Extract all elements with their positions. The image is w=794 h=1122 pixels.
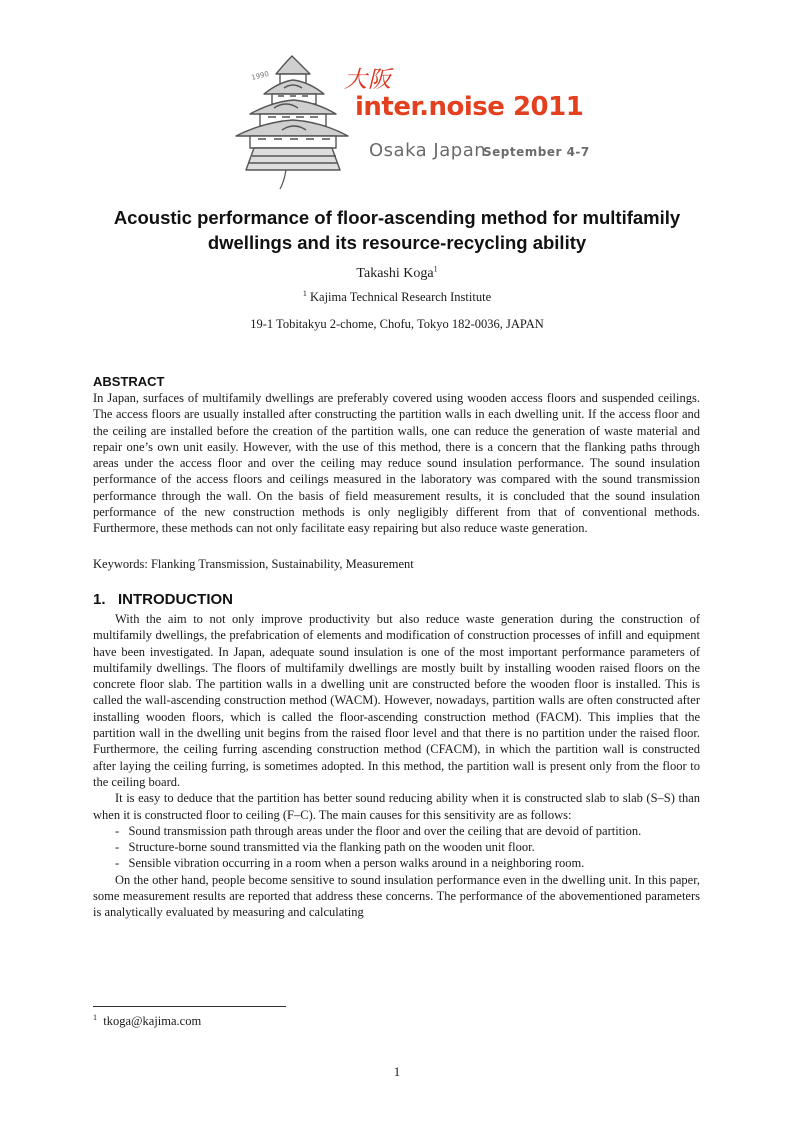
conference-name [355, 92, 583, 122]
abstract-text: In Japan, surfaces of multifamily dwellings are preferably covered using wooden access floors and suspended ceilings. The access floors are usually installed after constructing the partition walls in each dwelling unit. If the access floor and the ceiling are installed before the creation of the partition walls, one can reduce the generation of waste material and repair one’s own unit easily. However, with the use of this method, there is a concern that the flanking paths through areas under the access floor and over the ceiling may reduce sound insulation performance. The sound insulation performance of the access floors and ceilings measured in the laboratory was compared with the sound transmission performance through the wall. On the basis of field measurement results, it is concluded that the sound insulation performance of the new construction methods is only negligibly different from that of conventional methods. Furthermore, these methods can not only facilitate easy repairing but also reduce waste generation. [93, 391, 700, 536]
bullet-item: - Sensible vibration occurring in a room when a person walks around in a neighboring room. [115, 856, 585, 871]
osaka-kanji: 大阪 [344, 67, 392, 93]
paragraph: With the aim to not only improve productivity but also reduce waste generation during the construction of multifamily dwellings, the prefabrication of elements and modification of construction processes of infill and equipment have been investigated. In Japan, adequate sound insulation is one of the most important performance parameters of multifamily dwellings. The floors of multifamily dwellings are mostly built by installing wooden raised floors on the concrete floor slab. The partition walls in a dwelling unit are constructed before the wooden floor is installed. This is called the wall-ascending construction method (WACM). However, nowadays, partition walls are often constructed after installing wooden floors, which is called the floor-ascending construction method (FACM). This implies that the partition wall in the dwelling unit begins from the raised floor level and that there is no partition under the raised floor. Furthermore, the ceiling furring ascending construction method (CFACM), in which the partition wall is constructed after laying the ceiling furring, is sometimes adopted. In this method, the partition wall is present only from the floor to the ceiling board. [93, 612, 700, 789]
conference-logo [224, 52, 590, 192]
keywords: Keywords: Flanking Transmission, Sustainability, Measurement [93, 557, 414, 571]
abstract-heading: ABSTRACT [93, 374, 165, 389]
author-mark: 1 [433, 264, 438, 274]
affiliation: Kajima Technical Research Institute [310, 290, 492, 304]
svg-text:1990: 1990 [250, 69, 270, 82]
address: 19-1 Tobitakyu 2-chome, Chofu, Tokyo 182-0036, JAPAN [250, 317, 544, 331]
osaka-castle-icon [224, 52, 354, 190]
brand-year: 2011 [512, 92, 584, 122]
author-name: Takashi Koga [356, 266, 434, 281]
conference-city: Osaka Japan [369, 140, 487, 161]
footnote [93, 1014, 201, 1029]
author-line [0, 266, 794, 282]
introduction-body [93, 611, 700, 921]
bullet-item: - Structure-borne sound transmitted via the flanking path on the wooden unit floor. [115, 840, 535, 855]
footnote-email[interactable]: tkoga@kajima.com [103, 1014, 202, 1028]
paper-title: Acoustic performance of floor-ascending method for multifamily dwellings and its resource-recycling ability [113, 207, 681, 253]
paragraph: On the other hand, people become sensitive to sound insulation performance even in the dwelling unit. In this paper, some measurement results are reported that address these concerns. The performance of the abovementioned parameters is analytically evaluated by measuring and calculating [93, 872, 700, 920]
footnote-rule [93, 1006, 286, 1007]
bullet-item: - Sound transmission path through areas under the floor and over the ceiling that are devoid of partition. [115, 823, 642, 838]
introduction-heading: 1. INTRODUCTION [93, 591, 234, 608]
page-number: 1 [393, 1064, 401, 1079]
affiliation-mark: 1 [302, 288, 307, 298]
paragraph: It is easy to deduce that the partition has better sound reducing ability when it is constructed slab to slab (S–S) than when it is constructed floor to ceiling (F–C). The main causes for this sensitivity are as follows: [93, 791, 700, 822]
conference-dates: September 4-7 [483, 145, 590, 159]
brand-name: inter.noise [355, 92, 505, 122]
footnote-mark: 1 [93, 1012, 97, 1022]
affiliation-line [0, 290, 794, 305]
